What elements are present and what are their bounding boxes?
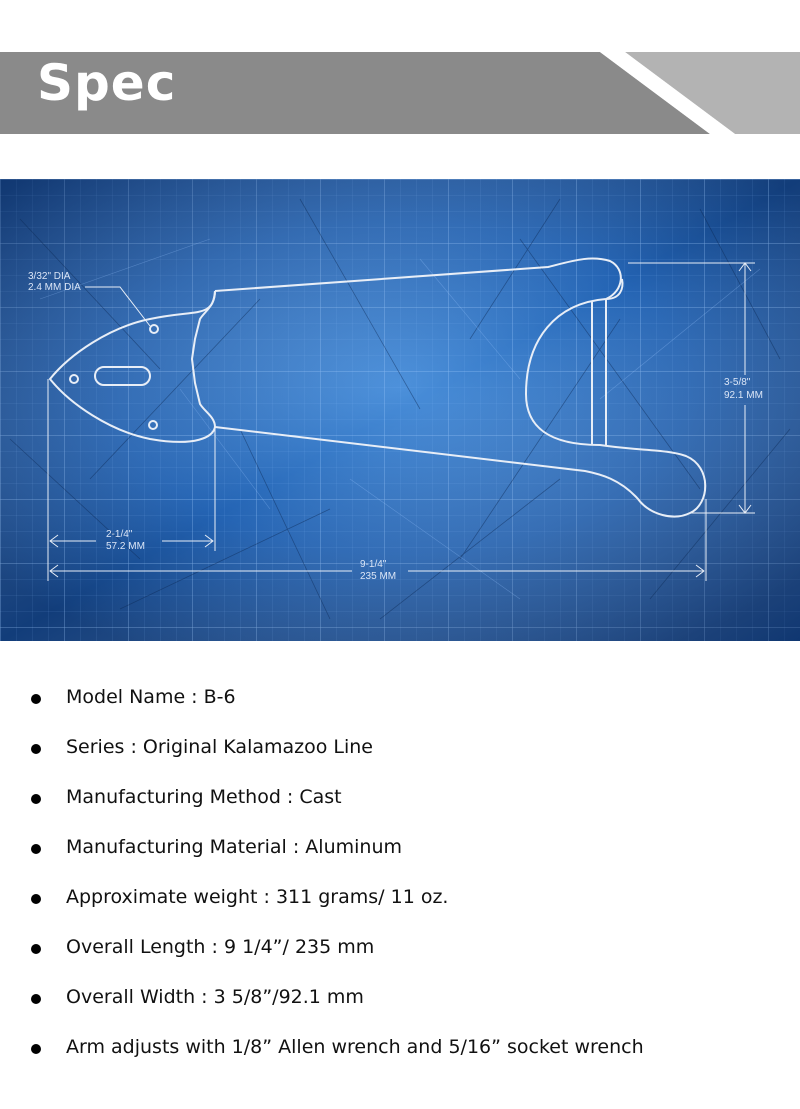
bullet-icon bbox=[31, 894, 41, 904]
tail-length-label: 2-1/4" bbox=[106, 529, 133, 540]
bullet-icon bbox=[31, 844, 41, 854]
page-title: Spec bbox=[37, 54, 177, 112]
spec-text: Manufacturing Method : Cast bbox=[66, 786, 342, 808]
spec-text: Series : Original Kalamazoo Line bbox=[66, 736, 373, 758]
spec-list bbox=[0, 676, 800, 1076]
bullet-icon bbox=[31, 1044, 41, 1054]
bullet-icon bbox=[31, 694, 41, 704]
width-metric-label: 92.1 MM bbox=[724, 390, 763, 401]
spec-text: Overall Length : 9 1/4”/ 235 mm bbox=[66, 936, 375, 958]
bullet-icon bbox=[31, 744, 41, 754]
tailpiece-drawing bbox=[0, 179, 800, 641]
spec-text: Overall Width : 3 5/8”/92.1 mm bbox=[66, 986, 364, 1008]
overall-length-label: 9-1/4" bbox=[360, 559, 387, 570]
bullet-icon bbox=[31, 944, 41, 954]
spec-text: Arm adjusts with 1/8” Allen wrench and 5/16” socket wrench bbox=[66, 1036, 644, 1058]
tail-length-metric-label: 57.2 MM bbox=[106, 541, 145, 552]
width-label: 3-5/8" bbox=[724, 377, 751, 388]
spec-text: Model Name : B-6 bbox=[66, 686, 236, 708]
overall-length-metric-label: 235 MM bbox=[360, 571, 397, 582]
spec-item-model-name bbox=[0, 676, 800, 726]
spec-item-manufacturing-method bbox=[0, 776, 800, 826]
spec-item-overall-length bbox=[0, 926, 800, 976]
spec-text: Approximate weight : 311 grams/ 11 oz. bbox=[66, 886, 449, 908]
hole-diameter-metric-label: 2.4 MM DIA bbox=[28, 282, 81, 293]
blueprint-image bbox=[0, 179, 800, 641]
hole-diameter-label: 3/32" DIA bbox=[28, 271, 71, 282]
spec-item-arm-adjustment bbox=[0, 1026, 800, 1076]
bullet-icon bbox=[31, 794, 41, 804]
spec-item-material bbox=[0, 826, 800, 876]
spec-item-weight bbox=[0, 876, 800, 926]
spec-text: Manufacturing Material : Aluminum bbox=[66, 836, 402, 858]
spec-item-series bbox=[0, 726, 800, 776]
spec-item-overall-width bbox=[0, 976, 800, 1026]
bullet-icon bbox=[31, 994, 41, 1004]
